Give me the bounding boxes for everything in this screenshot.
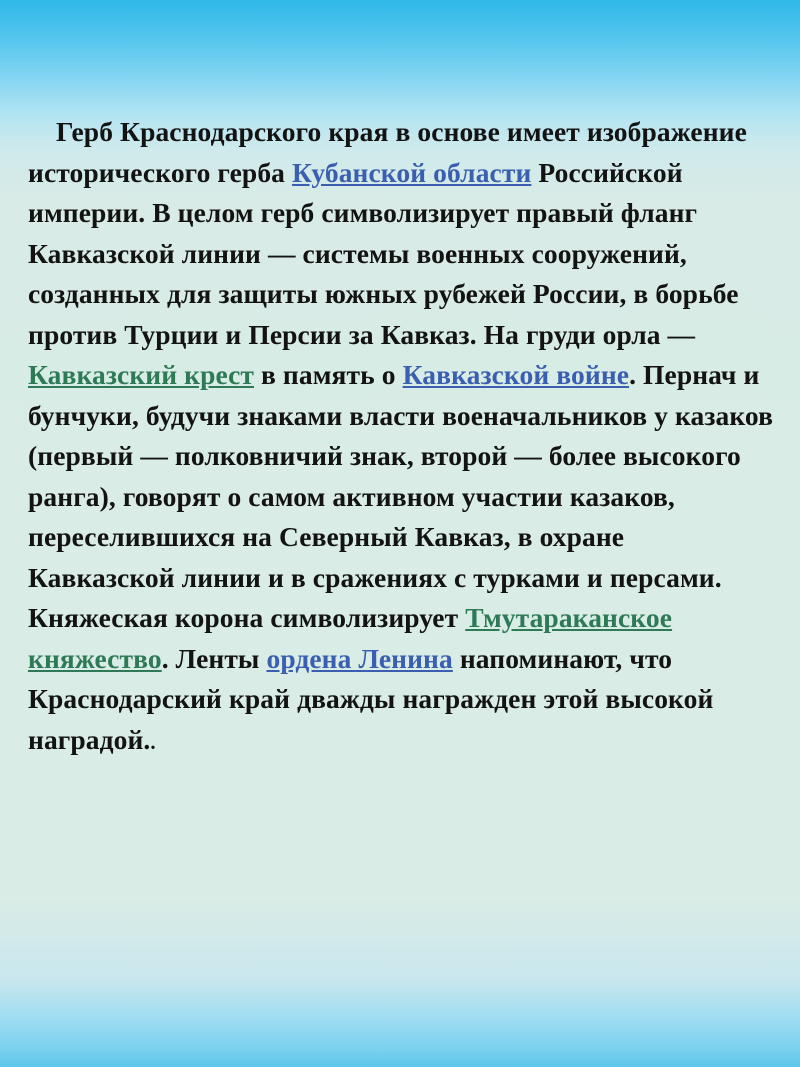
text-run-0: Герб Краснодарского края в основе имеет изображение исторического герба — [28, 116, 747, 188]
inline-link-1[interactable]: Кубанской области — [292, 156, 532, 188]
trailing-period: . — [150, 729, 156, 754]
text-run-10: напоминают, что Краснодарский край дважды награжден этой высокой наградой. — [28, 642, 714, 755]
text-run-6: . Пернач и бунчуки, будучи знаками власти военачальников у казаков (первый — полковничий знак, второй — более высокого ранга), говорят о самом активном участии казаков, переселившихся на Северный Кавказ, в охране Кавказской линии и в сражениях с турками и персами. Княжеская корона символизирует — [28, 359, 774, 633]
slide-text-body — [28, 112, 776, 762]
inline-link-7[interactable]: Тмутараканское княжество — [28, 602, 673, 674]
inline-link-9[interactable]: ордена Ленина — [266, 642, 453, 674]
text-run-2: Российской империи. В целом герб символизирует правый фланг Кавказской линии — системы военных сооружений, созданных для защиты южных рубежей России, в борьбе против Турции и Персии за Кавказ. На груди орла — — [28, 156, 739, 350]
text-run-4: в память о — [254, 359, 403, 390]
text-run-8: . Ленты — [161, 642, 267, 674]
inline-link-3[interactable]: Кавказский крест — [28, 359, 255, 390]
inline-link-5[interactable]: Кавказской войне — [402, 359, 630, 390]
paragraph — [28, 112, 776, 762]
